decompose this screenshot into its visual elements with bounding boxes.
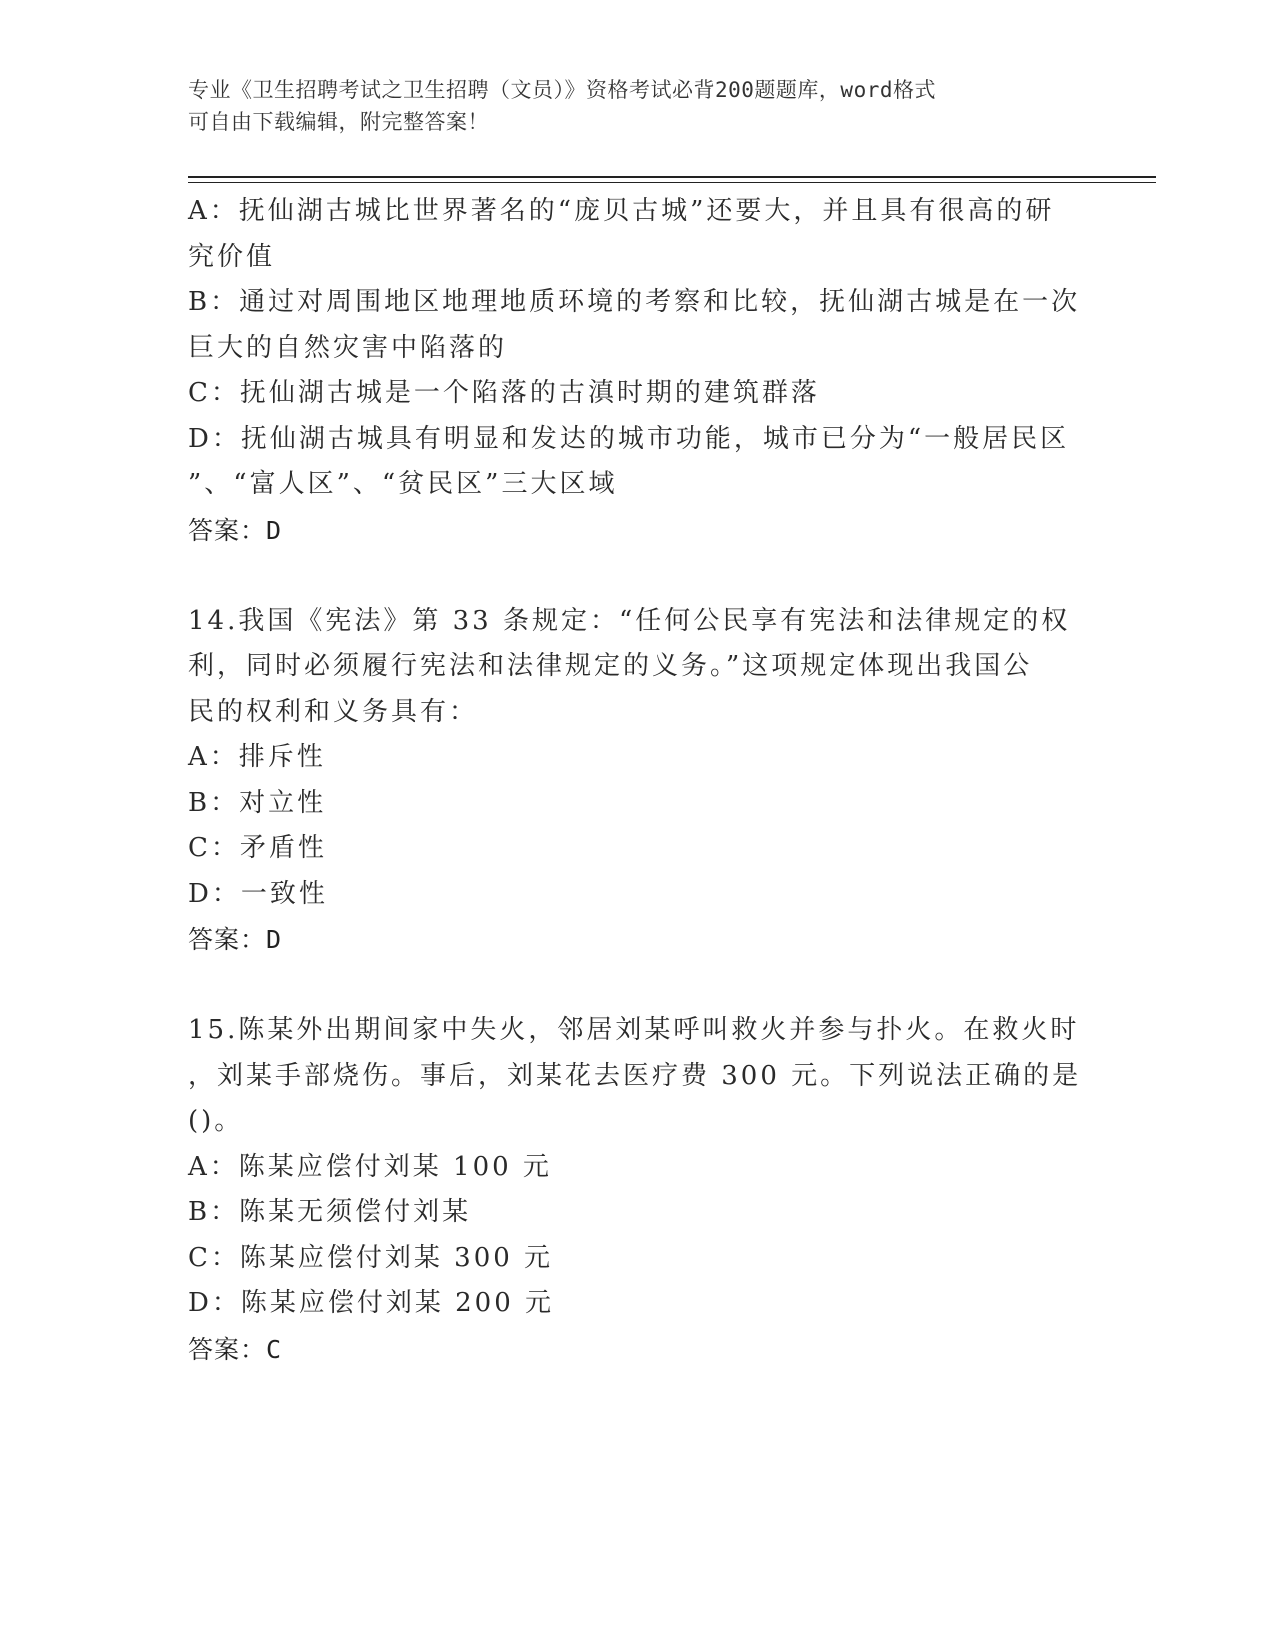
q15-option-a: A：陈某应偿付刘某 100 元 [188,1151,552,1182]
question-content [188,189,1088,1372]
q15-stem-line-2: ，刘某手部烧伤。事后，刘某花去医疗费 300 元。下列说法正确的是 [188,1060,1082,1091]
q14-stem-line-1: 14.我国《宪法》第 33 条规定：“任何公民享有宪法和法律规定的权 [188,605,1071,636]
question-13 [188,189,1088,553]
q13-option-d-line-2: ”、“富人区”、“贫民区”三大区域 [188,469,618,499]
q15-option-d: D：陈某应偿付刘某 200 元 [188,1288,555,1318]
question-14 [188,599,1088,963]
q13-option-c: C：抚仙湖古城是一个陷落的古滇时期的建筑群落 [188,378,820,408]
q15-option-c: C：陈某应偿付刘某 300 元 [188,1242,554,1273]
document-header [188,74,1088,138]
q13-option-a-line-2: 究价值 [188,241,276,272]
q13-option-b-line-2: 巨大的自然灾害中陷落的 [188,332,508,363]
q14-stem-line-3: 民的权利和义务具有： [188,696,479,727]
q15-stem-line-1: 15.陈某外出期间家中失火，邻居刘某呼叫救火并参与扑火。在救火时 [188,1015,1080,1045]
q13-option-a-line-1: A：抚仙湖古城比世界著名的“庞贝古城”还要大，并且具有很高的研 [188,196,1055,226]
question-spacer [188,553,1088,599]
q14-option-a: A：排斥性 [188,742,326,772]
q13-answer: 答案：D [188,515,283,545]
q14-option-d: D：一致性 [188,878,328,909]
question-15 [188,1008,1088,1372]
q15-option-b: B：陈某无须偿付刘某 [188,1197,472,1227]
q13-option-b-line-1: B：通过对周围地区地理地质环境的考察和比较，抚仙湖古城是在一次 [188,287,1081,317]
q13-option-d-line-1: D：抚仙湖古城具有明显和发达的城市功能，城市已分为“一般居民区 [188,423,1070,454]
question-spacer [188,963,1088,1009]
q14-answer: 答案：D [188,925,283,954]
q14-option-b: B：对立性 [188,787,327,818]
header-line-1: 专业《卫生招聘考试之卫生招聘（文员）》资格考试必背200题题库，word格式 [188,78,936,102]
header-line-2: 可自由下载编辑，附完整答案！ [188,110,489,134]
q15-answer: 答案：C [188,1334,283,1364]
q14-option-c: C：矛盾性 [188,833,327,863]
header-divider-thick [188,176,1156,178]
q15-stem-line-3: ()。 [188,1106,244,1136]
header-divider-thin [188,182,1156,183]
q14-stem-line-2: 利，同时必须履行宪法和法律规定的义务。”这项规定体现出我国公 [188,651,1033,681]
